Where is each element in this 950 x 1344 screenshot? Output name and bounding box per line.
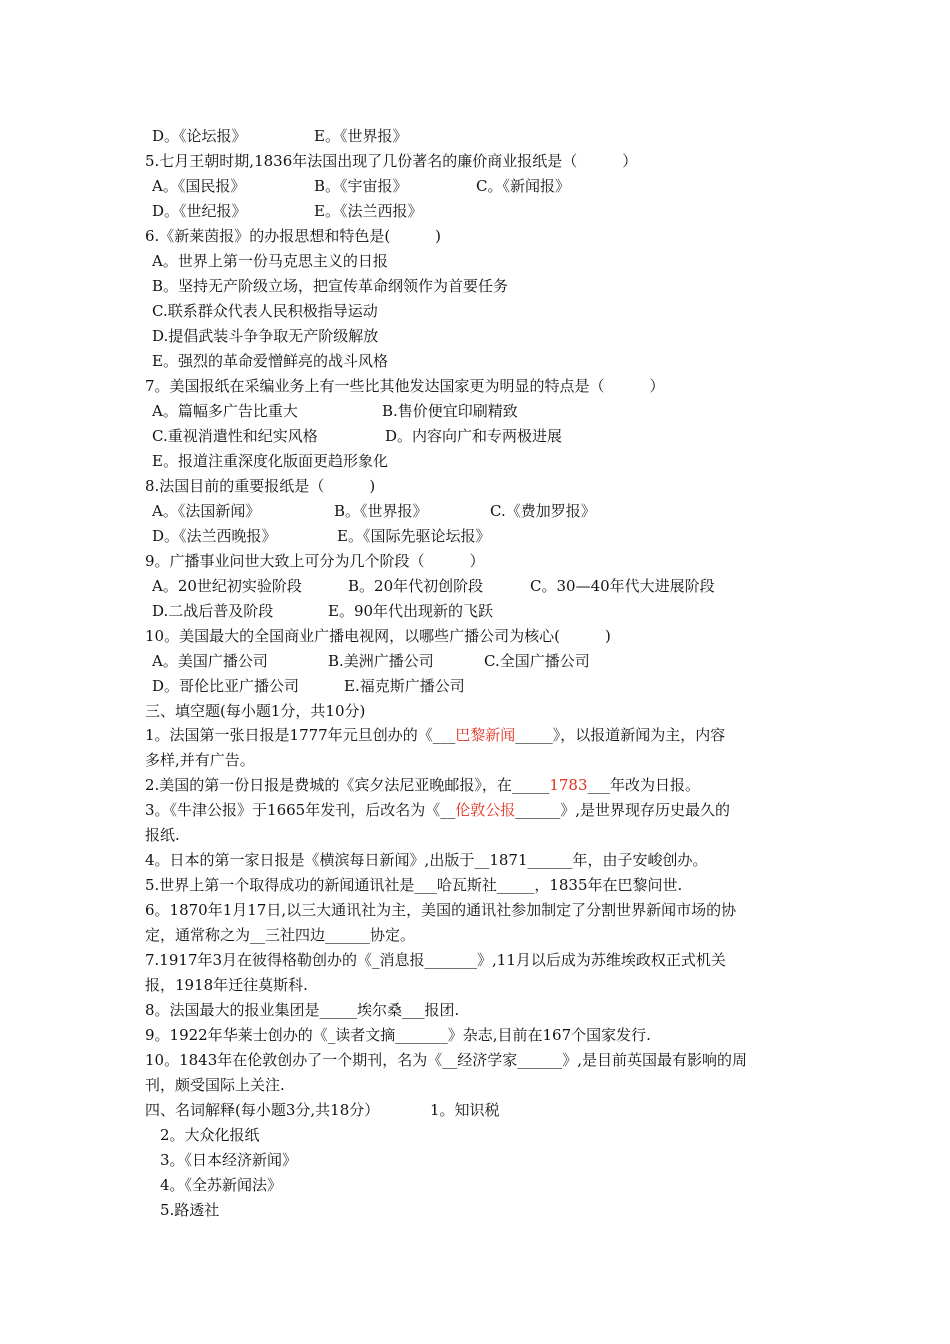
question-5-stem: 5.七月王朝时期,1836年法国出现了几份著名的廉价商业报纸是（ ）	[145, 152, 638, 170]
option-q5-b: B。《宇宙报》	[314, 177, 408, 195]
option-q10-b: B.美洲广播公司	[328, 652, 434, 670]
option-q5-d: D。《世纪报》	[152, 202, 247, 220]
option-q5-c: C。《新闻报》	[476, 177, 570, 195]
term-1: 1。知识税	[430, 1101, 500, 1119]
option-q4-e: E。《世界报》	[314, 127, 408, 145]
option-q4-d: D。《论坛报》	[152, 127, 247, 145]
fill-1-answer: 巴黎新闻	[455, 726, 516, 744]
option-q10-c: C.全国广播公司	[484, 652, 590, 670]
option-q8-e: E。《国际先驱论坛报》	[337, 527, 491, 545]
option-q7-d: D。内容向广和专两极进展	[385, 427, 563, 445]
fill-6-line2: 定，通常称之为__三社四边______协定。	[145, 926, 416, 944]
option-q10-e: E.福克斯广播公司	[344, 677, 465, 695]
option-q6-a: A。世界上第一份马克思主义的日报	[152, 252, 388, 270]
fill-3: 3。《牛津公报》于1665年发刊，后改名为《__伦敦公报______》,是世界现存历史最久的	[145, 801, 731, 819]
term-4: 4。《全苏新闻法》	[160, 1176, 283, 1194]
fill-7-line2: 报，1918年迁往莫斯科.	[145, 976, 308, 994]
fill-10-line2: 刊，颇受国际上关注.	[145, 1076, 285, 1094]
option-q7-e: E。报道注重深度化版面更趋形象化	[152, 452, 388, 470]
option-q5-e: E。《法兰西报》	[314, 202, 423, 220]
question-6-stem: 6.《新莱茵报》的办报思想和特色是( )	[145, 227, 442, 245]
option-q10-d: D。哥伦比亚广播公司	[152, 677, 300, 695]
option-q6-d: D.提倡武装斗争争取无产阶级解放	[152, 327, 379, 345]
section-3-heading: 三、填空题(每小题1分，共10分)	[145, 702, 366, 720]
question-9-stem: 9。广播事业问世大致上可分为几个阶段（ ）	[145, 552, 485, 570]
option-q9-b: B。20年代初创阶段	[348, 577, 484, 595]
question-10-stem: 10。美国最大的全国商业广播电视网，以哪些广播公司为核心( )	[145, 627, 611, 645]
option-q9-c: C。30—40年代大进展阶段	[530, 577, 715, 595]
fill-1: 1。法国第一张日报是1777年元旦创办的《___巴黎新闻_____》，以报道新闻为主，内容	[145, 726, 726, 744]
fill-2: 2.美国的第一份日报是费城的《宾夕法尼亚晚邮报》，在_____1783___年改为日报。	[145, 776, 701, 794]
fill-10: 10。1843年在伦敦创办了一个期刊，名为《__经济学家______》,是目前英国最有影响的周	[145, 1051, 748, 1069]
term-3: 3。《日本经济新闻》	[160, 1151, 298, 1169]
fill-6: 6。1870年1月17日,以三大通讯社为主，美国的通讯社参加制定了分割世界新闻市场的协	[145, 901, 737, 919]
option-q7-b: B.售价便宜印刷精致	[382, 402, 518, 420]
option-q7-a: A。篇幅多广告比重大	[152, 402, 298, 420]
question-7-stem: 7。美国报纸在采编业务上有一些比其他发达国家更为明显的特点是（ ）	[145, 377, 665, 395]
fill-3-line2: 报纸.	[145, 826, 180, 844]
fill-2-answer: 1783	[549, 776, 588, 794]
fill-3-answer: 伦敦公报	[455, 801, 516, 819]
option-q10-a: A。美国广播公司	[152, 652, 268, 670]
fill-8: 8。法国最大的报业集团是_____埃尔桑___报团.	[145, 1001, 460, 1019]
fill-9: 9。1922年华莱士创办的《_读者文摘_______》杂志,目前在167个国家发行.	[145, 1026, 651, 1044]
option-q6-b: B。坚持无产阶级立场，把宣传革命纲领作为首要任务	[152, 277, 509, 295]
option-q8-d: D。《法兰西晚报》	[152, 527, 277, 545]
term-2: 2。大众化报纸	[160, 1126, 260, 1144]
fill-5: 5.世界上第一个取得成功的新闻通讯社是___哈瓦斯社_____，1835年在巴黎问世.	[145, 876, 683, 894]
option-q8-b: B。《世界报》	[334, 502, 428, 520]
option-q9-e: E。90年代出现新的飞跃	[328, 602, 494, 620]
option-q5-a: A。《国民报》	[152, 177, 246, 195]
option-q9-a: A。20世纪初实验阶段	[152, 577, 302, 595]
fill-4: 4。日本的第一家日报是《横滨每日新闻》,出版于__1871______年，由子安峻创办。	[145, 851, 708, 869]
option-q8-c: C.《费加罗报》	[490, 502, 596, 520]
fill-1-line2: 多样,并有广告。	[145, 751, 255, 769]
option-q9-d: D.二战后普及阶段	[152, 602, 274, 620]
fill-7: 7.1917年3月在彼得格勒创办的《_消息报_______》,11月以后成为苏维埃政权正式机关	[145, 951, 726, 969]
option-q7-c: C.重视消遣性和纪实风格	[152, 427, 318, 445]
option-q6-c: C.联系群众代表人民积极指导运动	[152, 302, 378, 320]
section-4-heading: 四、名词解释(每小题3分,共18分）	[145, 1101, 380, 1119]
option-q6-e: E。强烈的革命爱憎鲜亮的战斗风格	[152, 352, 388, 370]
option-q8-a: A。《法国新闻》	[152, 502, 261, 520]
term-5: 5.路透社	[160, 1201, 220, 1219]
question-8-stem: 8.法国目前的重要报纸是（ )	[145, 477, 376, 495]
